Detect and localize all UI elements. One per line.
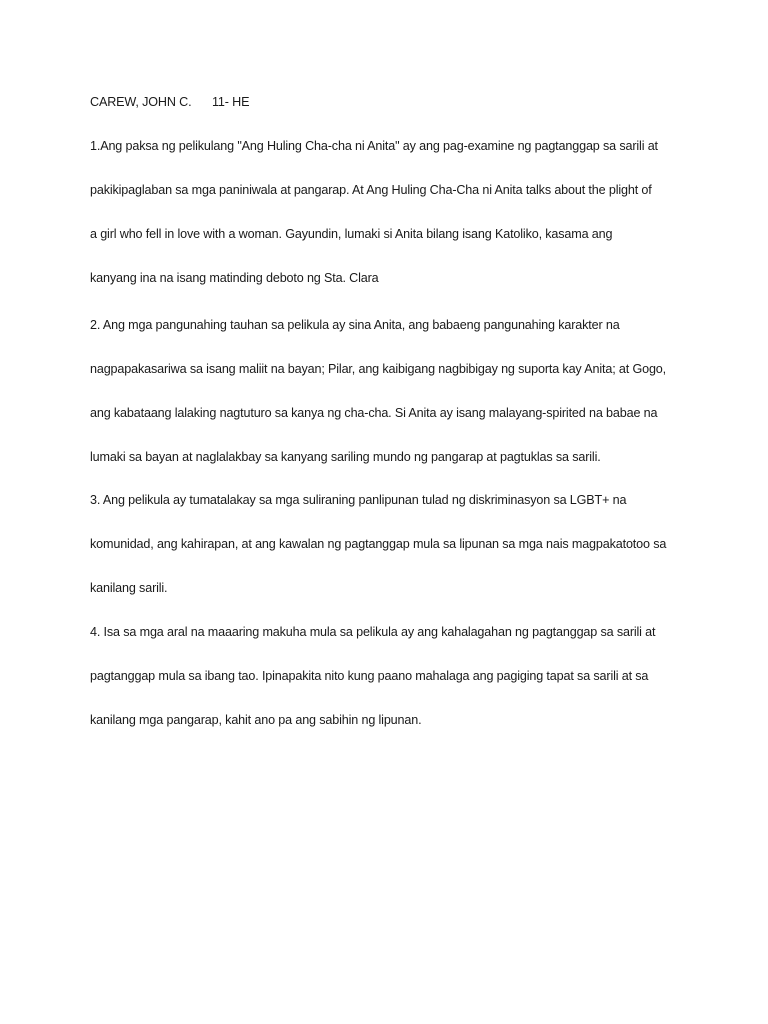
paragraph-line: kanilang sarili.	[90, 581, 168, 595]
student-header	[90, 92, 690, 112]
paragraph-line: 1.Ang paksa ng pelikulang "Ang Huling Cha-cha ni Anita" ay ang pag-examine ng pagtanggap sa sarili at	[90, 139, 658, 153]
paragraph-1	[90, 136, 690, 288]
paragraph-line: komunidad, ang kahirapan, at ang kawalan ng pagtanggap mula sa lipunan sa mga nais magpakatotoo sa	[90, 537, 667, 551]
paragraph-line: pakikipaglaban sa mga paniniwala at pangarap. At Ang Huling Cha-Cha ni Anita talks about the plight of	[90, 183, 652, 197]
paragraph-line: kanilang mga pangarap, kahit ano pa ang sabihin ng lipunan.	[90, 713, 422, 727]
paragraph-line: kanyang ina na isang matinding deboto ng Sta. Clara	[90, 271, 379, 285]
student-name: CAREW, JOHN C.	[90, 95, 192, 109]
paragraph-line: 2. Ang mga pangunahing tauhan sa pelikula ay sina Anita, ang babaeng pangunahing karakter na	[90, 318, 620, 332]
paragraph-line: 3. Ang pelikula ay tumatalakay sa mga suliraning panlipunan tulad ng diskriminasyon sa LGBT+ na	[90, 493, 627, 507]
paragraph-3	[90, 490, 690, 598]
paragraph-4	[90, 622, 690, 730]
paragraph-line: nagpapakasariwa sa isang maliit na bayan; Pilar, ang kaibigang nagbibigay ng suporta kay Anita; at Gogo,	[90, 362, 666, 376]
paragraph-2	[90, 315, 690, 467]
paragraph-line: 4. Isa sa mga aral na maaaring makuha mula sa pelikula ay ang kahalagahan ng pagtanggap sa sarili at	[90, 625, 656, 639]
document-body	[90, 92, 690, 730]
student-section: 11- HE	[212, 95, 250, 109]
paragraph-line: a girl who fell in love with a woman. Gayundin, lumaki si Anita bilang isang Katoliko, kasama ang	[90, 227, 613, 241]
paragraph-line: lumaki sa bayan at naglalakbay sa kanyang sariling mundo ng pangarap at pagtuklas sa sarili.	[90, 450, 601, 464]
paragraph-line: ang kabataang lalaking nagtuturo sa kanya ng cha-cha. Si Anita ay isang malayang-spirited na babae na	[90, 406, 658, 420]
paragraph-line: pagtanggap mula sa ibang tao. Ipinapakita nito kung paano mahalaga ang pagiging tapat sa sarili at sa	[90, 669, 649, 683]
